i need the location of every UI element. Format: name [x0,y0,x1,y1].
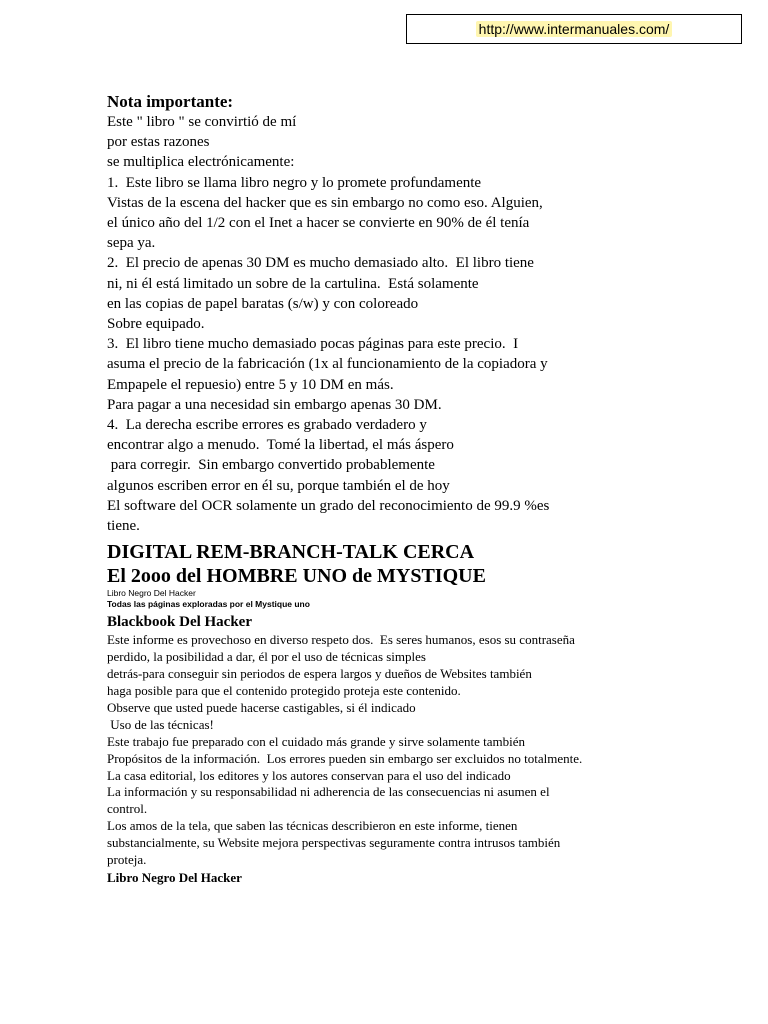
note-text [107,112,667,536]
note-line: 1. Este libro se llama libro negro y lo promete profundamente [107,174,482,191]
paragraph-line: detrás-para conseguir sin periodos de espera largos y dueños de Websites también [107,666,532,682]
subtitle-scan-credit: Todas las páginas exploradas por el Mystique uno [107,599,310,610]
note-line: Empapele el repuesio) entre 5 y 10 DM en más. [107,376,394,393]
note-line: Sobre equipado. [107,316,205,333]
note-line: tiene. [107,518,140,535]
blackbook-heading: Blackbook Del Hacker [107,614,252,631]
note-line: se multiplica electrónicamente: [107,154,295,171]
note-line: asuma el precio de la fabricación (1x al funcionamiento de la copiadora y [107,356,548,373]
header-url-box [406,14,742,44]
title-line-1: DIGITAL REM-BRANCH-TALK CERCA [107,541,475,564]
document-body [107,91,667,886]
paragraph-line: proteja. [107,852,147,868]
note-line: para corregir. Sin embargo convertido probablemente [107,457,435,474]
note-heading: Nota importante: [107,92,234,111]
paragraph-line: La casa editorial, los editores y los autores conservan para el uso del indicado [107,767,511,783]
paragraph-line: Este informe es provechoso en diverso respeto dos. Es seres humanos, esos su contraseña [107,632,575,648]
note-line: Vistas de la escena del hacker que es sin embargo no como eso. Alguien, [107,194,543,211]
note-line: encontrar algo a menudo. Tomé la libertad, el más áspero [107,437,454,454]
paragraph-line: Propósitos de la información. Los errores pueden sin embargo ser excluidos no totalmente. [107,750,583,766]
site-url-link[interactable]: http://www.intermanuales.com/ [476,21,673,37]
paragraph-line: perdido, la posibilidad a dar, él por el uso de técnicas simples [107,649,426,665]
paragraph-line: Los amos de la tela, que saben las técnicas describieron en este informe, tienen [107,818,518,834]
paragraph-line: haga posible para que el contenido protegido proteja este contenido. [107,682,461,698]
paragraph-line: control. [107,801,148,817]
paragraph-line: La información y su responsabilidad ni adherencia de las consecuencias ni asumen el [107,784,550,800]
note-line: en las copias de papel baratas (s/w) y con coloreado [107,295,419,312]
note-line: 3. El libro tiene mucho demasiado pocas páginas para este precio. I [107,336,519,353]
note-line: Este " libro " se convirtió de mí [107,114,297,130]
title-line-2: El 2ooo del HOMBRE UNO de MYSTIQUE [107,565,486,588]
paragraph-line: Este trabajo fue preparado con el cuidado más grande y sirve solamente también [107,733,526,749]
note-line: 4. La derecha escribe errores es grabado verdadero y [107,417,427,434]
note-line: El software del OCR solamente un grado del reconocimiento de 99.9 %es [107,497,550,514]
note-line: Para pagar a una necesidad sin embargo apenas 30 DM. [107,396,442,413]
note-line: algunos escriben error en él su, porque también el de hoy [107,477,450,494]
paragraph-line: Observe que usted puede hacerse castigables, si él indicado [107,699,416,715]
note-line: ni, ni él está limitado un sobre de la cartulina. Está solamente [107,275,479,292]
note-line: por estas razones [107,134,210,151]
note-line: sepa ya. [107,235,156,252]
footer-heading: Libro Negro Del Hacker [107,869,242,885]
note-line: 2. El precio de apenas 30 DM es mucho demasiado alto. El libro tiene [107,255,534,272]
subtitle-book-name: Libro Negro Del Hacker [107,588,196,599]
blackbook-text [107,632,667,869]
note-line: el único año del 1/2 con el Inet a hacer se convierte en 90% de él tenía [107,215,530,232]
paragraph-line: Uso de las técnicas! [107,716,214,732]
paragraph-line: substancialmente, su Website mejora perspectivas seguramente contra intrusos también [107,835,561,851]
